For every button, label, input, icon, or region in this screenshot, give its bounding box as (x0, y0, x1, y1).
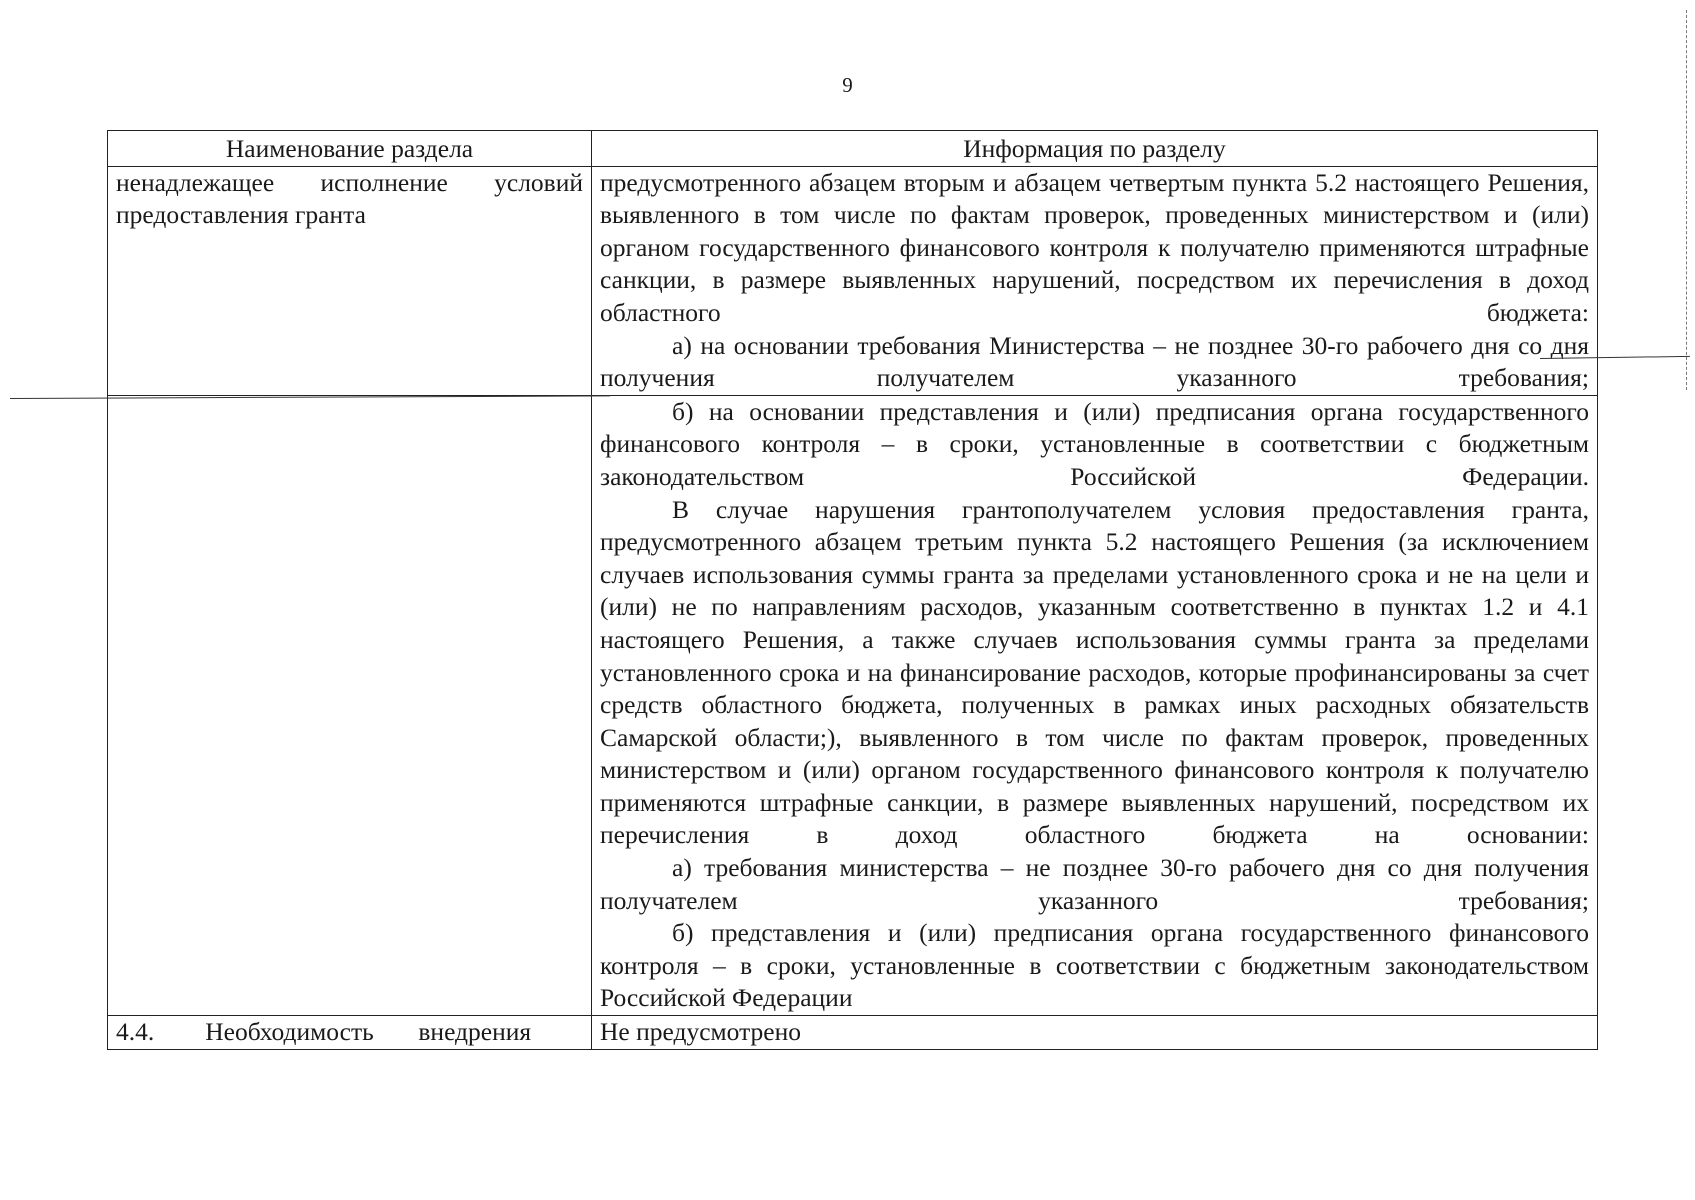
paragraph: предусмотренного абзацем вторым и абзацем четвертым пункта 5.2 настоящего Решения, выявленного в том числе по фактам проверок, проведенных министерством и (или) органом государственного финансового контроля к получателю применяются штрафные санкции, в размере выявленных нарушений, посредством их перечисления в доход областного бюджета: (600, 167, 1589, 327)
paragraph: б) на основании представления и (или) предписания органа государственного финансового контроля – в сроки, установленные в соответствии с бюджетным законодательством Российской Федерации. (600, 396, 1589, 491)
paragraph: а) требования министерства – не позднее 30-го рабочего дня со дня получения получателем указанного требования; (600, 853, 1589, 915)
section-name-cell (108, 1016, 592, 1050)
table-row-continued (108, 395, 1598, 1015)
section-name-cell-empty (108, 395, 592, 1015)
section-info-cell (592, 1016, 1598, 1050)
section-number-title: 4.4. Необходимость внедрения (116, 1017, 532, 1047)
scan-artifact-dashed-edge (1686, 10, 1687, 390)
table-row (108, 1016, 1598, 1050)
paragraph: Не предусмотрено (600, 1017, 801, 1047)
section-name-cell (108, 166, 592, 395)
table-row (108, 166, 1598, 395)
section-info-cell (592, 166, 1598, 395)
section-title: ненадлежащее исполнение условий предоставления гранта (116, 167, 583, 230)
table-header-row (108, 131, 1598, 167)
section-info-table (107, 130, 1598, 1050)
paragraph: а) на основании требования Министерства – не позднее 30-го рабочего дня со дня получения получателем указанного требования; (600, 330, 1589, 393)
paragraph: В случае нарушения грантополучателем условия предоставления гранта, предусмотренного абзацем третьим пункта 5.2 настоящего Решения (за исключением случаев использования суммы гранта за пределами установленного срока и не на цели и (или) не по направлениям расходов, указанным соответственно в пунктах 1.2 и 4.1 настоящего Решения, а также случаев использования суммы гранта за пределами установленного срока и на финансирование расходов, которые профинансированы за счет средств областного бюджета, полученных в рамках иных расходных обязательств Самарской области;), выявленного в том числе по фактам проверок, проведенных министерством и (или) органом государственного финансового контроля к получателю применяются штрафные санкции, в размере выявленных нарушений, посредством их перечисления в доход областного бюджета на основании: (600, 494, 1589, 850)
paragraph: б) представления и (или) предписания органа государственного финансового контроля – в сроки, установленные в соответствии с бюджетным законодательством Российской Федерации (600, 918, 1589, 1013)
column-header-section-name: Наименование раздела (108, 131, 592, 167)
column-header-section-info: Информация по разделу (592, 131, 1598, 167)
page-number: 9 (842, 73, 853, 97)
section-info-cell (592, 395, 1598, 1015)
